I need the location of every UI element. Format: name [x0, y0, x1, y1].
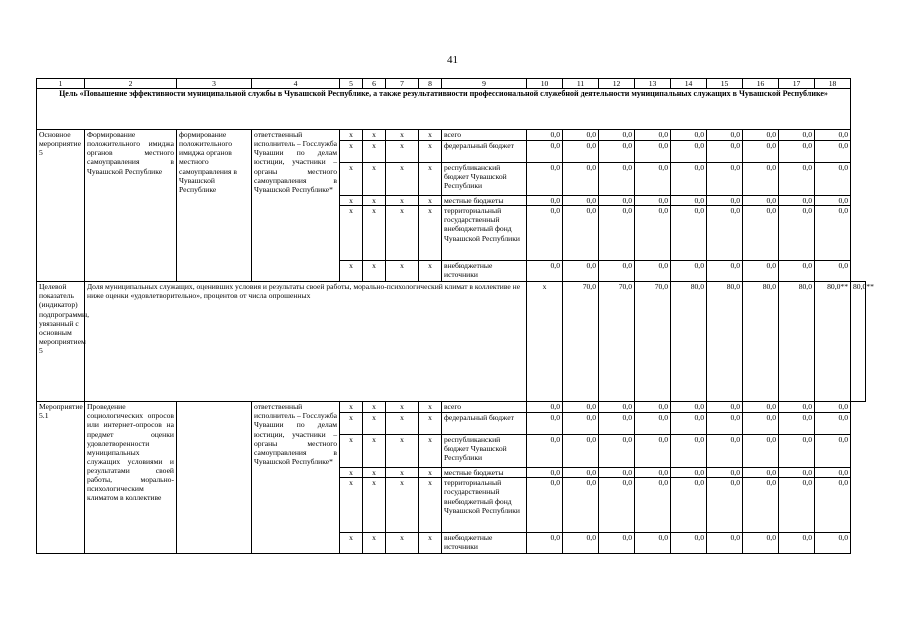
- budget-code: x: [340, 533, 363, 554]
- page-number: 41: [447, 54, 458, 66]
- indicator-value: 80,0**: [815, 282, 851, 402]
- funding-value: 0,0: [815, 196, 851, 206]
- column-number: 13: [635, 79, 671, 89]
- budget-code: x: [419, 141, 442, 163]
- funding-value: 0,0: [527, 130, 563, 141]
- budget-code: x: [419, 468, 442, 478]
- funding-value: 0,0: [815, 141, 851, 163]
- funding-value: 0,0: [815, 533, 851, 554]
- funding-value: 0,0: [743, 533, 779, 554]
- funding-value: 0,0: [779, 468, 815, 478]
- funding-value: 0,0: [563, 468, 599, 478]
- budget-code: x: [386, 141, 419, 163]
- funding-value: 0,0: [779, 261, 815, 282]
- funding-value: 0,0: [671, 141, 707, 163]
- column-number: 5: [340, 79, 363, 89]
- budget-code: x: [386, 206, 419, 261]
- funding-value: 0,0: [671, 163, 707, 196]
- budget-code: x: [386, 261, 419, 282]
- budget-code: x: [419, 196, 442, 206]
- budget-code: x: [363, 261, 386, 282]
- budget-code: x: [363, 435, 386, 468]
- funding-value: 0,0: [815, 261, 851, 282]
- indicator-value: 80,0: [707, 282, 743, 402]
- funding-value: 0,0: [779, 130, 815, 141]
- budget-code: x: [340, 478, 363, 533]
- measure-status: Мероприятие 5.1: [37, 402, 85, 554]
- column-number: 9: [442, 79, 527, 89]
- funding-value: 0,0: [671, 435, 707, 468]
- funding-value: 0,0: [671, 261, 707, 282]
- funding-value: 0,0: [527, 435, 563, 468]
- funding-value: 0,0: [563, 413, 599, 435]
- column-number: 16: [743, 79, 779, 89]
- funding-value: 0,0: [599, 468, 635, 478]
- funding-value: 0,0: [779, 141, 815, 163]
- budget-code: x: [386, 413, 419, 435]
- budget-code: x: [419, 261, 442, 282]
- budget-code: x: [419, 435, 442, 468]
- indicator-label: Целевой показатель (индикатор) подпрограммы, увязанный с основным мероприятием 5: [37, 282, 85, 402]
- funding-value: 0,0: [779, 533, 815, 554]
- funding-value: 0,0: [743, 468, 779, 478]
- budget-code: x: [363, 413, 386, 435]
- indicator-row: [37, 282, 866, 402]
- funding-value: 0,0: [815, 478, 851, 533]
- funding-value: 0,0: [671, 130, 707, 141]
- budget-code: x: [363, 402, 386, 413]
- funding-value: 0,0: [815, 435, 851, 468]
- funding-value: 0,0: [671, 478, 707, 533]
- funding-value: 0,0: [527, 533, 563, 554]
- funding-value: 0,0: [599, 478, 635, 533]
- funding-value: 0,0: [707, 261, 743, 282]
- budget-code: x: [363, 163, 386, 196]
- column-number: 10: [527, 79, 563, 89]
- funding-value: 0,0: [563, 478, 599, 533]
- column-number: 17: [779, 79, 815, 89]
- funding-value: 0,0: [563, 141, 599, 163]
- program-table: [36, 78, 874, 554]
- funding-value: 0,0: [635, 206, 671, 261]
- funding-value: 0,0: [815, 130, 851, 141]
- funding-value: 0,0: [707, 413, 743, 435]
- funding-value: 0,0: [815, 468, 851, 478]
- funding-value: 0,0: [707, 478, 743, 533]
- column-number: 6: [363, 79, 386, 89]
- funding-value: 0,0: [527, 163, 563, 196]
- funding-value: 0,0: [707, 206, 743, 261]
- funding-row: [37, 130, 866, 141]
- funding-value: 0,0: [815, 206, 851, 261]
- budget-code: x: [363, 130, 386, 141]
- funding-value: 0,0: [635, 163, 671, 196]
- funding-row: [37, 402, 866, 413]
- funding-value: 0,0: [599, 130, 635, 141]
- column-number: 14: [671, 79, 707, 89]
- budget-code: x: [419, 478, 442, 533]
- indicator-text: Доля муниципальных служащих, оценивших условия и результаты своей работы, морально-психологический климат в коллективе не ниже оценки «удовлетворительно», процентов от числа опрошенных: [85, 282, 527, 402]
- funding-value: 0,0: [707, 163, 743, 196]
- funding-source: территориальный государственный внебюджетный фонд Чувашской Республики: [442, 478, 527, 533]
- funding-value: 0,0: [599, 533, 635, 554]
- funding-value: 0,0: [743, 196, 779, 206]
- budget-code: x: [340, 196, 363, 206]
- funding-value: 0,0: [527, 413, 563, 435]
- funding-value: 0,0: [671, 402, 707, 413]
- funding-value: 0,0: [599, 196, 635, 206]
- column-number: 3: [177, 79, 252, 89]
- budget-code: x: [386, 196, 419, 206]
- funding-value: 0,0: [779, 163, 815, 196]
- funding-value: 0,0: [527, 196, 563, 206]
- funding-value: 0,0: [779, 413, 815, 435]
- funding-value: 0,0: [599, 163, 635, 196]
- funding-source: местные бюджеты: [442, 468, 527, 478]
- funding-value: 0,0: [815, 402, 851, 413]
- funding-value: 0,0: [707, 130, 743, 141]
- budget-code: x: [340, 163, 363, 196]
- budget-code: x: [419, 206, 442, 261]
- funding-value: 0,0: [671, 468, 707, 478]
- budget-code: x: [419, 533, 442, 554]
- measure-executor: ответственный исполнитель – Госслужба Чувашии по делам юстиции, участники – органы местного самоуправления в Чувашской Республике*: [252, 402, 340, 554]
- budget-code: x: [363, 478, 386, 533]
- budget-code: x: [363, 468, 386, 478]
- indicator-mark: x: [527, 282, 563, 402]
- funding-value: 0,0: [635, 413, 671, 435]
- budget-code: x: [363, 196, 386, 206]
- measure-executor: ответственный исполнитель – Госслужба Чувашии по делам юстиции, участники – органы местного самоуправления в Чувашской Республике*: [252, 130, 340, 282]
- funding-value: 0,0: [707, 435, 743, 468]
- funding-source: всего: [442, 130, 527, 141]
- budget-code: x: [419, 130, 442, 141]
- funding-value: 0,0: [635, 130, 671, 141]
- funding-value: 0,0: [635, 141, 671, 163]
- budget-code: x: [386, 402, 419, 413]
- funding-value: 0,0: [779, 435, 815, 468]
- budget-code: x: [340, 141, 363, 163]
- funding-value: 0,0: [743, 130, 779, 141]
- funding-value: 0,0: [599, 413, 635, 435]
- budget-code: x: [340, 206, 363, 261]
- funding-value: 0,0: [599, 141, 635, 163]
- funding-value: 0,0: [707, 402, 743, 413]
- measure-name: Формирование положительного имиджа органов местного самоуправления в Чувашской Республике: [85, 130, 177, 282]
- funding-value: 0,0: [563, 261, 599, 282]
- column-number: 11: [563, 79, 599, 89]
- funding-value: 0,0: [743, 141, 779, 163]
- funding-source: всего: [442, 402, 527, 413]
- goal-title: Цель «Повышение эффективности муниципальной службы в Чувашской Республике, а также результативности профессиональной служебной деятельности муниципальных служащих в Чувашской Республике»: [37, 89, 851, 130]
- funding-value: 0,0: [599, 261, 635, 282]
- column-number-row: [37, 79, 866, 89]
- budget-code: x: [386, 478, 419, 533]
- funding-value: 0,0: [743, 478, 779, 533]
- funding-source: федеральный бюджет: [442, 141, 527, 163]
- funding-value: 0,0: [563, 130, 599, 141]
- funding-value: 0,0: [635, 533, 671, 554]
- budget-code: x: [386, 163, 419, 196]
- funding-value: 0,0: [635, 478, 671, 533]
- column-number: 2: [85, 79, 177, 89]
- budget-code: x: [386, 533, 419, 554]
- funding-source: внебюджетные источники: [442, 261, 527, 282]
- funding-value: 0,0: [635, 468, 671, 478]
- funding-value: 0,0: [563, 196, 599, 206]
- column-number: 8: [419, 79, 442, 89]
- funding-value: 0,0: [671, 533, 707, 554]
- indicator-value: 80,0: [743, 282, 779, 402]
- funding-value: 0,0: [779, 478, 815, 533]
- budget-code: x: [419, 163, 442, 196]
- funding-value: 0,0: [527, 206, 563, 261]
- funding-value: 0,0: [527, 261, 563, 282]
- funding-value: 0,0: [707, 196, 743, 206]
- indicator-value: 70,0: [635, 282, 671, 402]
- funding-value: 0,0: [743, 435, 779, 468]
- funding-value: 0,0: [527, 141, 563, 163]
- budget-code: x: [340, 435, 363, 468]
- budget-code: x: [419, 413, 442, 435]
- funding-value: 0,0: [671, 206, 707, 261]
- funding-value: 0,0: [743, 261, 779, 282]
- funding-value: 0,0: [671, 196, 707, 206]
- funding-source: республиканский бюджет Чувашской Республики: [442, 435, 527, 468]
- indicator-value: 80,0: [671, 282, 707, 402]
- column-number: 18: [815, 79, 851, 89]
- budget-code: x: [340, 413, 363, 435]
- measure-target: [177, 402, 252, 554]
- funding-value: 0,0: [563, 533, 599, 554]
- budget-code: x: [386, 130, 419, 141]
- funding-value: 0,0: [671, 413, 707, 435]
- measure-name: Проведение социологических опросов или интернет-опросов на предмет оценки удовлетворенности муниципальных служащих условиями и результатами своей работы, морально-психологическим климатом в коллективе: [85, 402, 177, 554]
- indicator-value: 70,0: [599, 282, 635, 402]
- funding-value: 0,0: [707, 141, 743, 163]
- funding-value: 0,0: [779, 206, 815, 261]
- funding-value: 0,0: [815, 163, 851, 196]
- budget-code: x: [419, 402, 442, 413]
- budget-code: x: [340, 468, 363, 478]
- budget-code: x: [340, 130, 363, 141]
- column-number: 7: [386, 79, 419, 89]
- funding-source: федеральный бюджет: [442, 413, 527, 435]
- funding-value: 0,0: [527, 478, 563, 533]
- indicator-value: 70,0: [563, 282, 599, 402]
- budget-code: x: [386, 468, 419, 478]
- funding-value: 0,0: [743, 163, 779, 196]
- funding-value: 0,0: [563, 402, 599, 413]
- budget-code: x: [340, 261, 363, 282]
- funding-value: 0,0: [635, 402, 671, 413]
- funding-value: 0,0: [779, 402, 815, 413]
- goal-row: [37, 89, 866, 130]
- budget-code: x: [340, 402, 363, 413]
- column-number: 1: [37, 79, 85, 89]
- budget-code: x: [363, 533, 386, 554]
- funding-value: 0,0: [635, 196, 671, 206]
- funding-value: 0,0: [527, 402, 563, 413]
- funding-value: 0,0: [599, 206, 635, 261]
- funding-value: 0,0: [743, 206, 779, 261]
- funding-value: 0,0: [563, 435, 599, 468]
- table-body: [37, 79, 874, 554]
- column-number: 15: [707, 79, 743, 89]
- column-number: 4: [252, 79, 340, 89]
- indicator-value: 80,0**: [851, 282, 866, 402]
- funding-value: 0,0: [599, 402, 635, 413]
- column-number: 12: [599, 79, 635, 89]
- funding-value: 0,0: [743, 413, 779, 435]
- funding-value: 0,0: [743, 402, 779, 413]
- funding-source: территориальный государственный внебюджетный фонд Чувашской Республики: [442, 206, 527, 261]
- budget-code: x: [386, 435, 419, 468]
- funding-value: 0,0: [527, 468, 563, 478]
- funding-value: 0,0: [707, 533, 743, 554]
- funding-value: 0,0: [563, 206, 599, 261]
- measure-status: Основное мероприятие 5: [37, 130, 85, 282]
- funding-value: 0,0: [599, 435, 635, 468]
- budget-code: x: [363, 141, 386, 163]
- funding-source: внебюджетные источники: [442, 533, 527, 554]
- funding-source: местные бюджеты: [442, 196, 527, 206]
- funding-value: 0,0: [707, 468, 743, 478]
- funding-value: 0,0: [563, 163, 599, 196]
- funding-value: 0,0: [635, 261, 671, 282]
- budget-code: x: [363, 206, 386, 261]
- measure-target: формирование положительного имиджа органов местного самоуправления в Чувашской Республике: [177, 130, 252, 282]
- funding-value: 0,0: [635, 435, 671, 468]
- indicator-value: 80,0: [779, 282, 815, 402]
- funding-value: 0,0: [815, 413, 851, 435]
- funding-value: 0,0: [779, 196, 815, 206]
- funding-source: республиканский бюджет Чувашской Республики: [442, 163, 527, 196]
